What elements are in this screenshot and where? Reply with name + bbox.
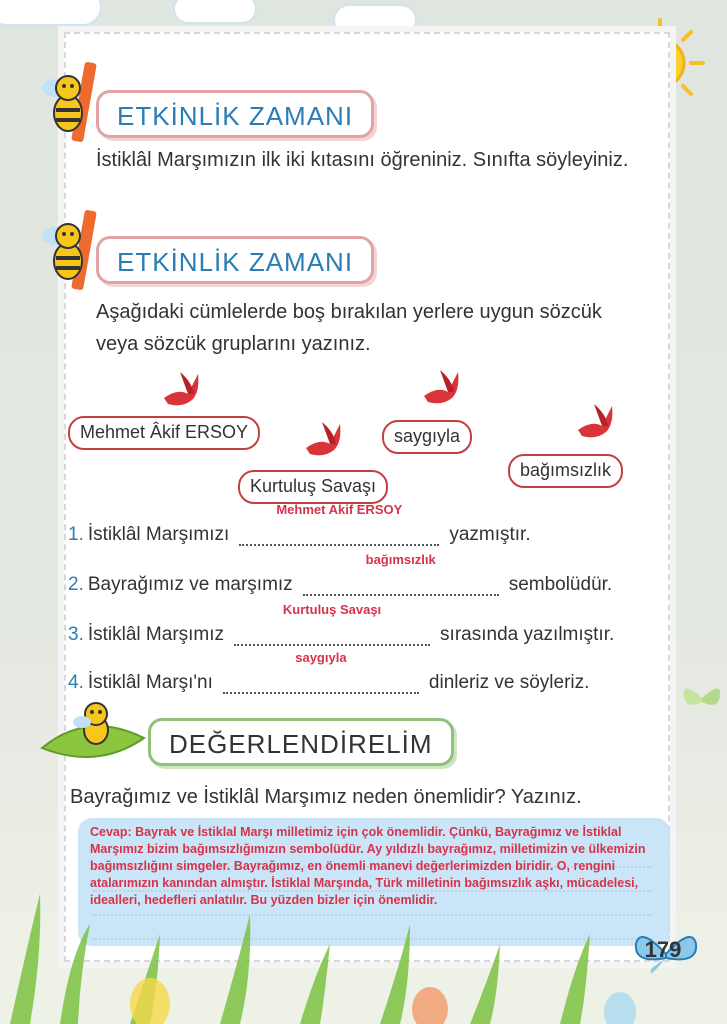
- filled-answer: Mehmet Akif ERSOY: [276, 502, 403, 517]
- grass-decoration: [0, 894, 727, 1024]
- sentence-number: 4.: [68, 672, 84, 693]
- evaluation-question: Bayrağımız ve İstiklâl Marşımız neden önemlidir? Yazınız.: [70, 786, 582, 808]
- dove-icon: [572, 400, 618, 444]
- dove-icon: [418, 366, 464, 410]
- sentence-text-after: yazmıştır.: [449, 524, 531, 545]
- bee-with-pencil-icon: [34, 58, 104, 158]
- written-answer: Cevap: Bayrak ve İstiklal Marşı milletimiz için çok önemlidir. Çünkü, Bayrağımız ve İstiklal Marşımız bizim bağımsızlığımızın sembolüdür. Ay yıldızlı bayrağımız, milletimizin ve ülkemizin bağımsızlığını simgeler. Bayrağımız, en önemli manevi değerlerimizden biridir. O, rengini atalarımızın kanından almıştır. İstiklal Marşında, Türk milletinin bağımsızlık aşkı, mücadelesi, idealleri, hedefleri anlatılır. Bu yüzden bizler için önemlidir.: [78, 818, 670, 946]
- sentence-text-before: İstiklâl Marşı'nı: [87, 672, 213, 693]
- fill-sentence: [68, 502, 658, 546]
- bee-on-leaf-icon: [38, 700, 148, 780]
- activity-instruction-line: veya sözcük gruplarını yazınız.: [96, 333, 371, 355]
- cloud-icon: [175, 0, 255, 22]
- word-bank-item: Kurtuluş Savaşı: [238, 470, 388, 504]
- fill-sentence: [68, 552, 658, 596]
- word-bank-item: bağımsızlık: [508, 454, 623, 488]
- sentence-text-before: İstiklâl Marşımız: [87, 624, 225, 645]
- sentence-number: 3.: [68, 624, 84, 645]
- filled-answer: bağımsızlık: [365, 552, 436, 567]
- sentence-text-before: İstiklâl Marşımızı: [87, 524, 230, 545]
- butterfly-icon: [680, 676, 724, 720]
- word-bank-item: Mehmet Âkif ERSOY: [68, 416, 260, 450]
- filled-answer: Kurtuluş Savaşı: [282, 602, 382, 617]
- page-number: 179: [644, 937, 682, 962]
- answer-blank[interactable]: [239, 502, 439, 546]
- sentence-text-after: sırasında yazılmıştır.: [440, 624, 615, 645]
- activity-title: ETKİNLİK ZAMANI: [96, 90, 374, 138]
- cloud-icon: [0, 0, 100, 24]
- dove-icon: [300, 418, 346, 462]
- answer-blank[interactable]: [234, 602, 430, 646]
- fill-sentence: [68, 602, 658, 646]
- sentence-text-before: Bayrağımız ve marşımız: [87, 574, 293, 595]
- filled-answer: saygıyla: [295, 650, 347, 665]
- activity-title: ETKİNLİK ZAMANI: [96, 236, 374, 284]
- sentence-number: 2.: [68, 574, 84, 595]
- sentence-text-after: sembolüdür.: [508, 574, 613, 595]
- bee-with-pencil-icon: [34, 206, 104, 306]
- fill-sentence: [68, 650, 658, 694]
- activity-instruction-line: Aşağıdaki cümlelerde boş bırakılan yerlere uygun sözcük: [96, 301, 602, 323]
- answer-blank[interactable]: [223, 650, 419, 694]
- word-bank-item: saygıyla: [382, 420, 472, 454]
- activity-instruction: İstiklâl Marşımızın ilk iki kıtasını öğreniniz. Sınıfta söyleyiniz.: [96, 149, 629, 171]
- answer-blank[interactable]: [303, 552, 499, 596]
- sentence-number: 1.: [68, 524, 84, 545]
- sentence-text-after: dinleriz ve söyleriz.: [428, 672, 590, 693]
- evaluation-title: DEĞERLENDİRELİM: [148, 718, 454, 766]
- cloud-icon: [335, 6, 415, 34]
- dove-icon: [158, 368, 204, 412]
